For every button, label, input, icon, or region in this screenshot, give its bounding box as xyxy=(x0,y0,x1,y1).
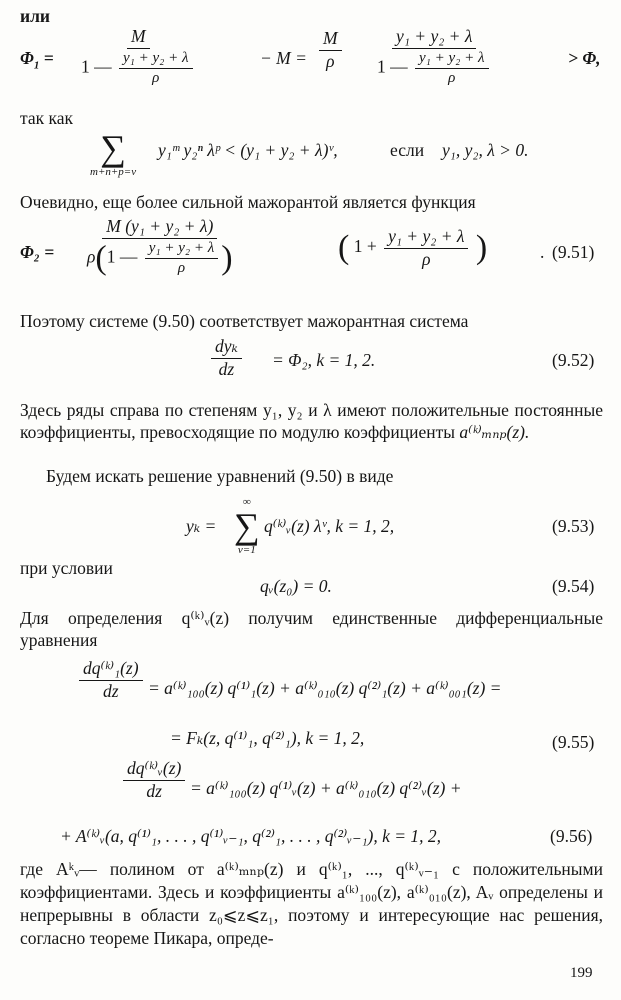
eqno-9-55: (9.55) xyxy=(552,732,595,752)
connective-ili: или xyxy=(20,6,50,26)
eqno-9-52: (9.52) xyxy=(552,350,595,370)
eq952-rhs: = Φ₂, k = 1, 2. xyxy=(272,350,376,370)
equation-phi1 xyxy=(20,28,610,100)
eq953-rhs: q⁽ᵏ⁾ᵥ(z) λᵛ, k = 1, 2, xyxy=(264,516,395,536)
eq955-rhs-line1: = a⁽ᵏ⁾₁₀₀(z) q⁽¹⁾₁(z) + a⁽ᵏ⁾₀₁₀(z) q⁽²⁾₁(z) + a⁽ᵏ⁾₀₀₁(z) = xyxy=(148,678,502,698)
eq956-rhs-line1: = a⁽ᵏ⁾₁₀₀(z) q⁽¹⁾ᵥ(z) + a⁽ᵏ⁾₀₁₀(z) q⁽²⁾ᵥ(z) + xyxy=(190,778,462,798)
eqno-9-53: (9.53) xyxy=(552,516,595,536)
phi2-main-fraction: M (y₁ + y₂ + λ) ρ(1 — $\frac{\text{y₁ + y₂ + λ}}{\rho}$ ) xyxy=(87,216,233,276)
phi2-lhs: Φ₂ = xyxy=(20,242,55,262)
eq953-lhs: yₖ = xyxy=(186,516,217,536)
eq956-fraction: $\frac{\text{dq⁽ᵏ⁾ᵥ(z)}}{dz}$ xyxy=(120,760,188,800)
eqno-9-51: (9.51) xyxy=(552,242,595,262)
paragraph-determination: Для определения q⁽ᵏ⁾ᵥ(z) получим единственные дифференциальные уравнения xyxy=(20,608,603,650)
paragraph-majorant-system: Поэтому системе (9.50) соответствует мажорантная система xyxy=(20,311,469,331)
eq956-rhs-line2: + A⁽ᵏ⁾ᵥ(a, q⁽¹⁾₁, . . . , q⁽¹⁾ᵥ₋₁, q⁽²⁾₁, . . . , q⁽²⁾ᵥ₋₁), k = 1, 2, xyxy=(60,826,442,846)
phi2-dot: . xyxy=(540,242,545,262)
eq955-rhs-line2: = Fₖ(z, q⁽¹⁾₁, q⁽²⁾₁), k = 1, 2, xyxy=(170,728,365,748)
sum-condition: y₁, y₂, λ > 0. xyxy=(442,140,529,160)
phi2-paren-factor: ( 1 + $\frac{\text{y₁ + y₂ + λ}}{\rho}$ ) xyxy=(338,226,488,269)
equation-9-52 xyxy=(20,338,610,394)
eq954-body: qᵥ(z₀) = 0. xyxy=(260,576,332,596)
paragraph-picard: где Aᵏᵥ— полином от a⁽ᵏ⁾ₘₙₚ(z) и q⁽ᵏ⁾₁, ..., q⁽ᵏ⁾ᵥ₋₁ с положительными коэффициентами. Здесь и коэффициенты a⁽ᵏ⁾₁₀₀(z), a⁽ᵏ⁾₀₁₀(z), Aᵥ определены и непрерывны в области z₀⩽z⩽z₁, поэтому и интересующие нас решения, согласно теореме Пикара, опреде- xyxy=(20,859,603,948)
sum-if-word: если xyxy=(390,140,425,160)
paragraph-solution-form: Будем искать решение уравнений (9.50) в виде xyxy=(46,466,394,486)
eqno-9-56: (9.56) xyxy=(550,826,593,846)
page-number: 199 xyxy=(570,965,593,981)
sum-symbol: ∑ m+n+p=ν xyxy=(90,128,137,178)
phi1-minus-M: − M = xyxy=(260,48,307,68)
equation-9-54 xyxy=(20,576,610,600)
phi1-gt-phi: > Φ, xyxy=(568,48,601,68)
equation-phi2 xyxy=(20,218,610,298)
phi1-fraction-3: y₁ + y₂ + λ 1 — $\frac{\text{y₁ + y₂ + λ}}{\rho}$ xyxy=(370,28,499,86)
equation-sum-inequality xyxy=(90,130,590,180)
eq955-fraction: $\frac{\text{dq⁽ᵏ⁾₁(z)}}{dz}$ xyxy=(76,660,146,700)
eqno-9-54: (9.54) xyxy=(552,576,595,596)
equation-9-53 xyxy=(20,496,610,556)
equation-9-56 xyxy=(20,760,610,852)
paragraph-stronger-majorant: Очевидно, еще более сильной мажорантой является функция xyxy=(20,192,476,212)
eq952-fraction: $\frac{\text{dyₖ}}{dz}$ xyxy=(208,338,245,378)
connective-tak-kak: так как xyxy=(20,108,74,128)
phi1-fraction-2: $\frac{M}{\rho}$ xyxy=(316,30,345,70)
phi1-fraction-1: M 1 — $\frac{\text{y₁ + y₂ + λ}}{\rho}$ xyxy=(74,28,203,86)
paragraph-series-coefficients: Здесь ряды справа по степеням y₁, y₂ и λ имеют положительные постоянные коэффициенты, превосходящие по модулю коэффициенты a⁽ᵏ⁾ₘₙₚ(z). xyxy=(20,400,603,442)
sum-term: y₁ᵐ y₂ⁿ λᵖ < (y₁ + y₂ + λ)ᵛ, xyxy=(158,140,338,160)
connective-pri-uslovii: при условии xyxy=(20,558,113,578)
eq953-sum: ∞ ∑ ν=1 xyxy=(234,496,260,557)
equation-9-55 xyxy=(20,660,610,756)
phi1-lhs: $\Phi_1$ = xyxy=(20,48,54,72)
